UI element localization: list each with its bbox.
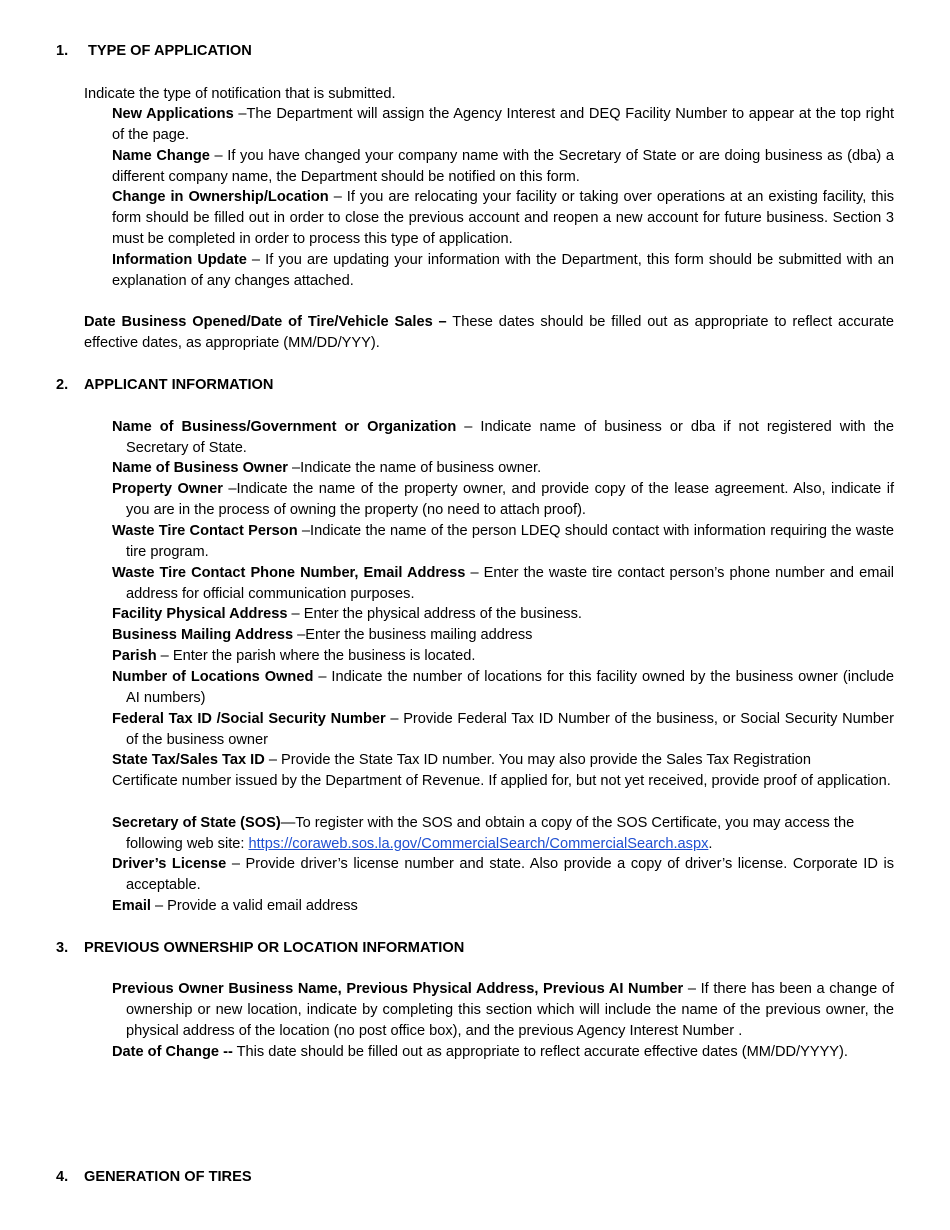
item-label: Information Update <box>112 252 247 268</box>
item-text: –Enter the business mailing address <box>293 627 533 643</box>
section-4-heading <box>56 1167 252 1188</box>
item-text: – Provide a valid email address <box>150 898 358 914</box>
item-label: New Applications <box>112 106 234 122</box>
date-label: Date Business Opened/Date of Tire/Vehicle Sales – <box>84 314 447 330</box>
section-2-item-contact-person <box>112 521 894 563</box>
item-label: Business Mailing Address <box>112 627 294 643</box>
section-3-heading <box>56 938 464 959</box>
section-1-item-new-applications <box>112 104 894 146</box>
section-2-item-mailing-address <box>112 625 894 646</box>
section-2-item-property-owner <box>112 479 894 521</box>
section-2-item-parish <box>112 646 894 667</box>
item-label: Name of Business/Government or Organization <box>112 419 457 435</box>
item-label: State Tax/Sales Tax ID <box>112 752 265 768</box>
section-2-number: 2. <box>56 377 69 393</box>
item-text: – Enter the waste tire contact person’s phone number and email address for official communication purposes. <box>126 565 894 602</box>
item-text: –Indicate the name of the property owner, and provide copy of the lease agreement. Also, indicate if you are in the process of owning the property (no need to attach proof). <box>126 481 895 518</box>
item-label: Waste Tire Contact Person <box>112 523 298 539</box>
item-text-rest: Certificate number issued by the Department of Revenue. If applied for, but not yet received, provide proof of application. <box>112 772 891 789</box>
section-3-title: PREVIOUS OWNERSHIP OR LOCATION INFORMATION <box>84 940 465 956</box>
section-2-item-locations-owned <box>112 667 894 709</box>
section-2-heading <box>56 375 273 396</box>
item-text: – Enter the parish where the business is located. <box>156 648 476 664</box>
item-label: Date of Change -- <box>112 1044 233 1060</box>
item-label: Email <box>112 898 151 914</box>
section-1-date-note <box>84 312 894 354</box>
section-1-number: 1. <box>56 43 69 59</box>
item-label: Driver’s License <box>112 856 227 872</box>
item-label: Federal Tax ID /Social Security Number <box>112 711 386 727</box>
item-text: This date should be filled out as appropriate to reflect accurate effective dates (MM/DD/YYYY). <box>232 1044 848 1060</box>
section-4-title: GENERATION OF TIRES <box>84 1169 252 1185</box>
item-text: – Indicate the number of locations for this facility owned by the business owner (include AI numbers) <box>126 669 894 706</box>
item-label: Change in Ownership/Location <box>112 189 329 205</box>
section-2-item-email <box>112 896 894 917</box>
item-text: –Indicate the name of business owner. <box>288 460 542 476</box>
section-2-item-name-of-business <box>112 417 894 459</box>
item-text: – If you are updating your information with the Department, this form should be submitted with an explanation of any changes attached. <box>112 252 895 289</box>
item-text-after: . <box>708 835 713 852</box>
item-label: Waste Tire Contact Phone Number, Email Address <box>112 565 466 581</box>
item-text: – Provide Federal Tax ID Number of the business, or Social Security Number of the business owner <box>126 711 894 748</box>
item-label: Parish <box>112 648 157 664</box>
section-2-item-contact-phone-email <box>112 563 894 605</box>
item-text: –Indicate the name of the person LDEQ should contact with information requiring the waste tire program. <box>126 523 894 560</box>
section-4-number: 4. <box>56 1169 69 1185</box>
section-2-item-physical-address <box>112 604 894 625</box>
section-3-item-previous-owner <box>112 979 894 1041</box>
item-label: Property Owner <box>112 481 223 497</box>
section-3-item-date-of-change <box>112 1042 894 1063</box>
item-text: – If you are relocating your facility or taking over operations at an existing facility, this form should be filled out in order to close the previous account and reopen a new account for future business. Section 3 must be completed in order to process this type of application. <box>112 189 894 247</box>
date-text: These dates should be filled out as appropriate to reflect accurate effective dates, as appropriate (MM/DD/YYY). <box>84 314 894 351</box>
section-2-item-federal-tax-id <box>112 709 894 751</box>
item-label: Facility Physical Address <box>112 606 288 622</box>
section-1-title: TYPE OF APPLICATION <box>88 43 252 59</box>
section-2-item-secretary-of-state <box>112 813 894 855</box>
item-label: Secretary of State (SOS) <box>112 815 281 831</box>
item-text: – Indicate name of business or dba if not registered with the Secretary of State. <box>126 419 894 456</box>
section-2-item-business-owner <box>112 458 894 479</box>
item-text: – If there has been a change of ownership or new location, indicate by completing this section which will include the name of the previous owner, the physical address of the location (no post office box), and the previous Agency Interest Number . <box>126 981 895 1039</box>
section-1-item-information-update <box>112 250 894 292</box>
section-2-item-state-tax-id <box>112 750 894 792</box>
section-3-number: 3. <box>56 940 69 956</box>
item-text: – Enter the physical address of the business. <box>287 606 582 622</box>
item-text: – Provide driver’s license number and state. Also provide a copy of driver’s license. Corporate ID is acceptable. <box>126 856 894 893</box>
item-text: —To register with the SOS and obtain a copy of the SOS Certificate, you may access the following web site: <box>126 815 855 852</box>
item-label: Name Change <box>112 148 210 164</box>
section-1-item-change-in-ownership <box>112 187 894 249</box>
section-1-intro: Indicate the type of notification that is submitted. <box>84 86 396 102</box>
item-label: Number of Locations Owned <box>112 669 314 685</box>
item-label: Previous Owner Business Name, Previous Physical Address, Previous AI Number <box>112 981 684 997</box>
sos-website-link[interactable]: https://coraweb.sos.la.gov/CommercialSearch/CommercialSearch.aspx <box>248 835 709 852</box>
item-label: Name of Business Owner <box>112 460 288 476</box>
section-2-item-drivers-license <box>112 854 894 896</box>
item-text: – If you have changed your company name with the Secretary of State or are doing business as (dba) a different company name, the Department should be notified on this form. <box>112 148 894 185</box>
section-1-item-name-change <box>112 146 894 188</box>
item-text: –The Department will assign the Agency Interest and DEQ Facility Number to appear at the top right of the page. <box>112 106 895 143</box>
item-text-line-1: – Provide the State Tax ID number. You may also provide the Sales Tax Registration <box>264 752 811 768</box>
section-2-title: APPLICANT INFORMATION <box>84 377 274 393</box>
section-1-heading <box>56 41 252 62</box>
